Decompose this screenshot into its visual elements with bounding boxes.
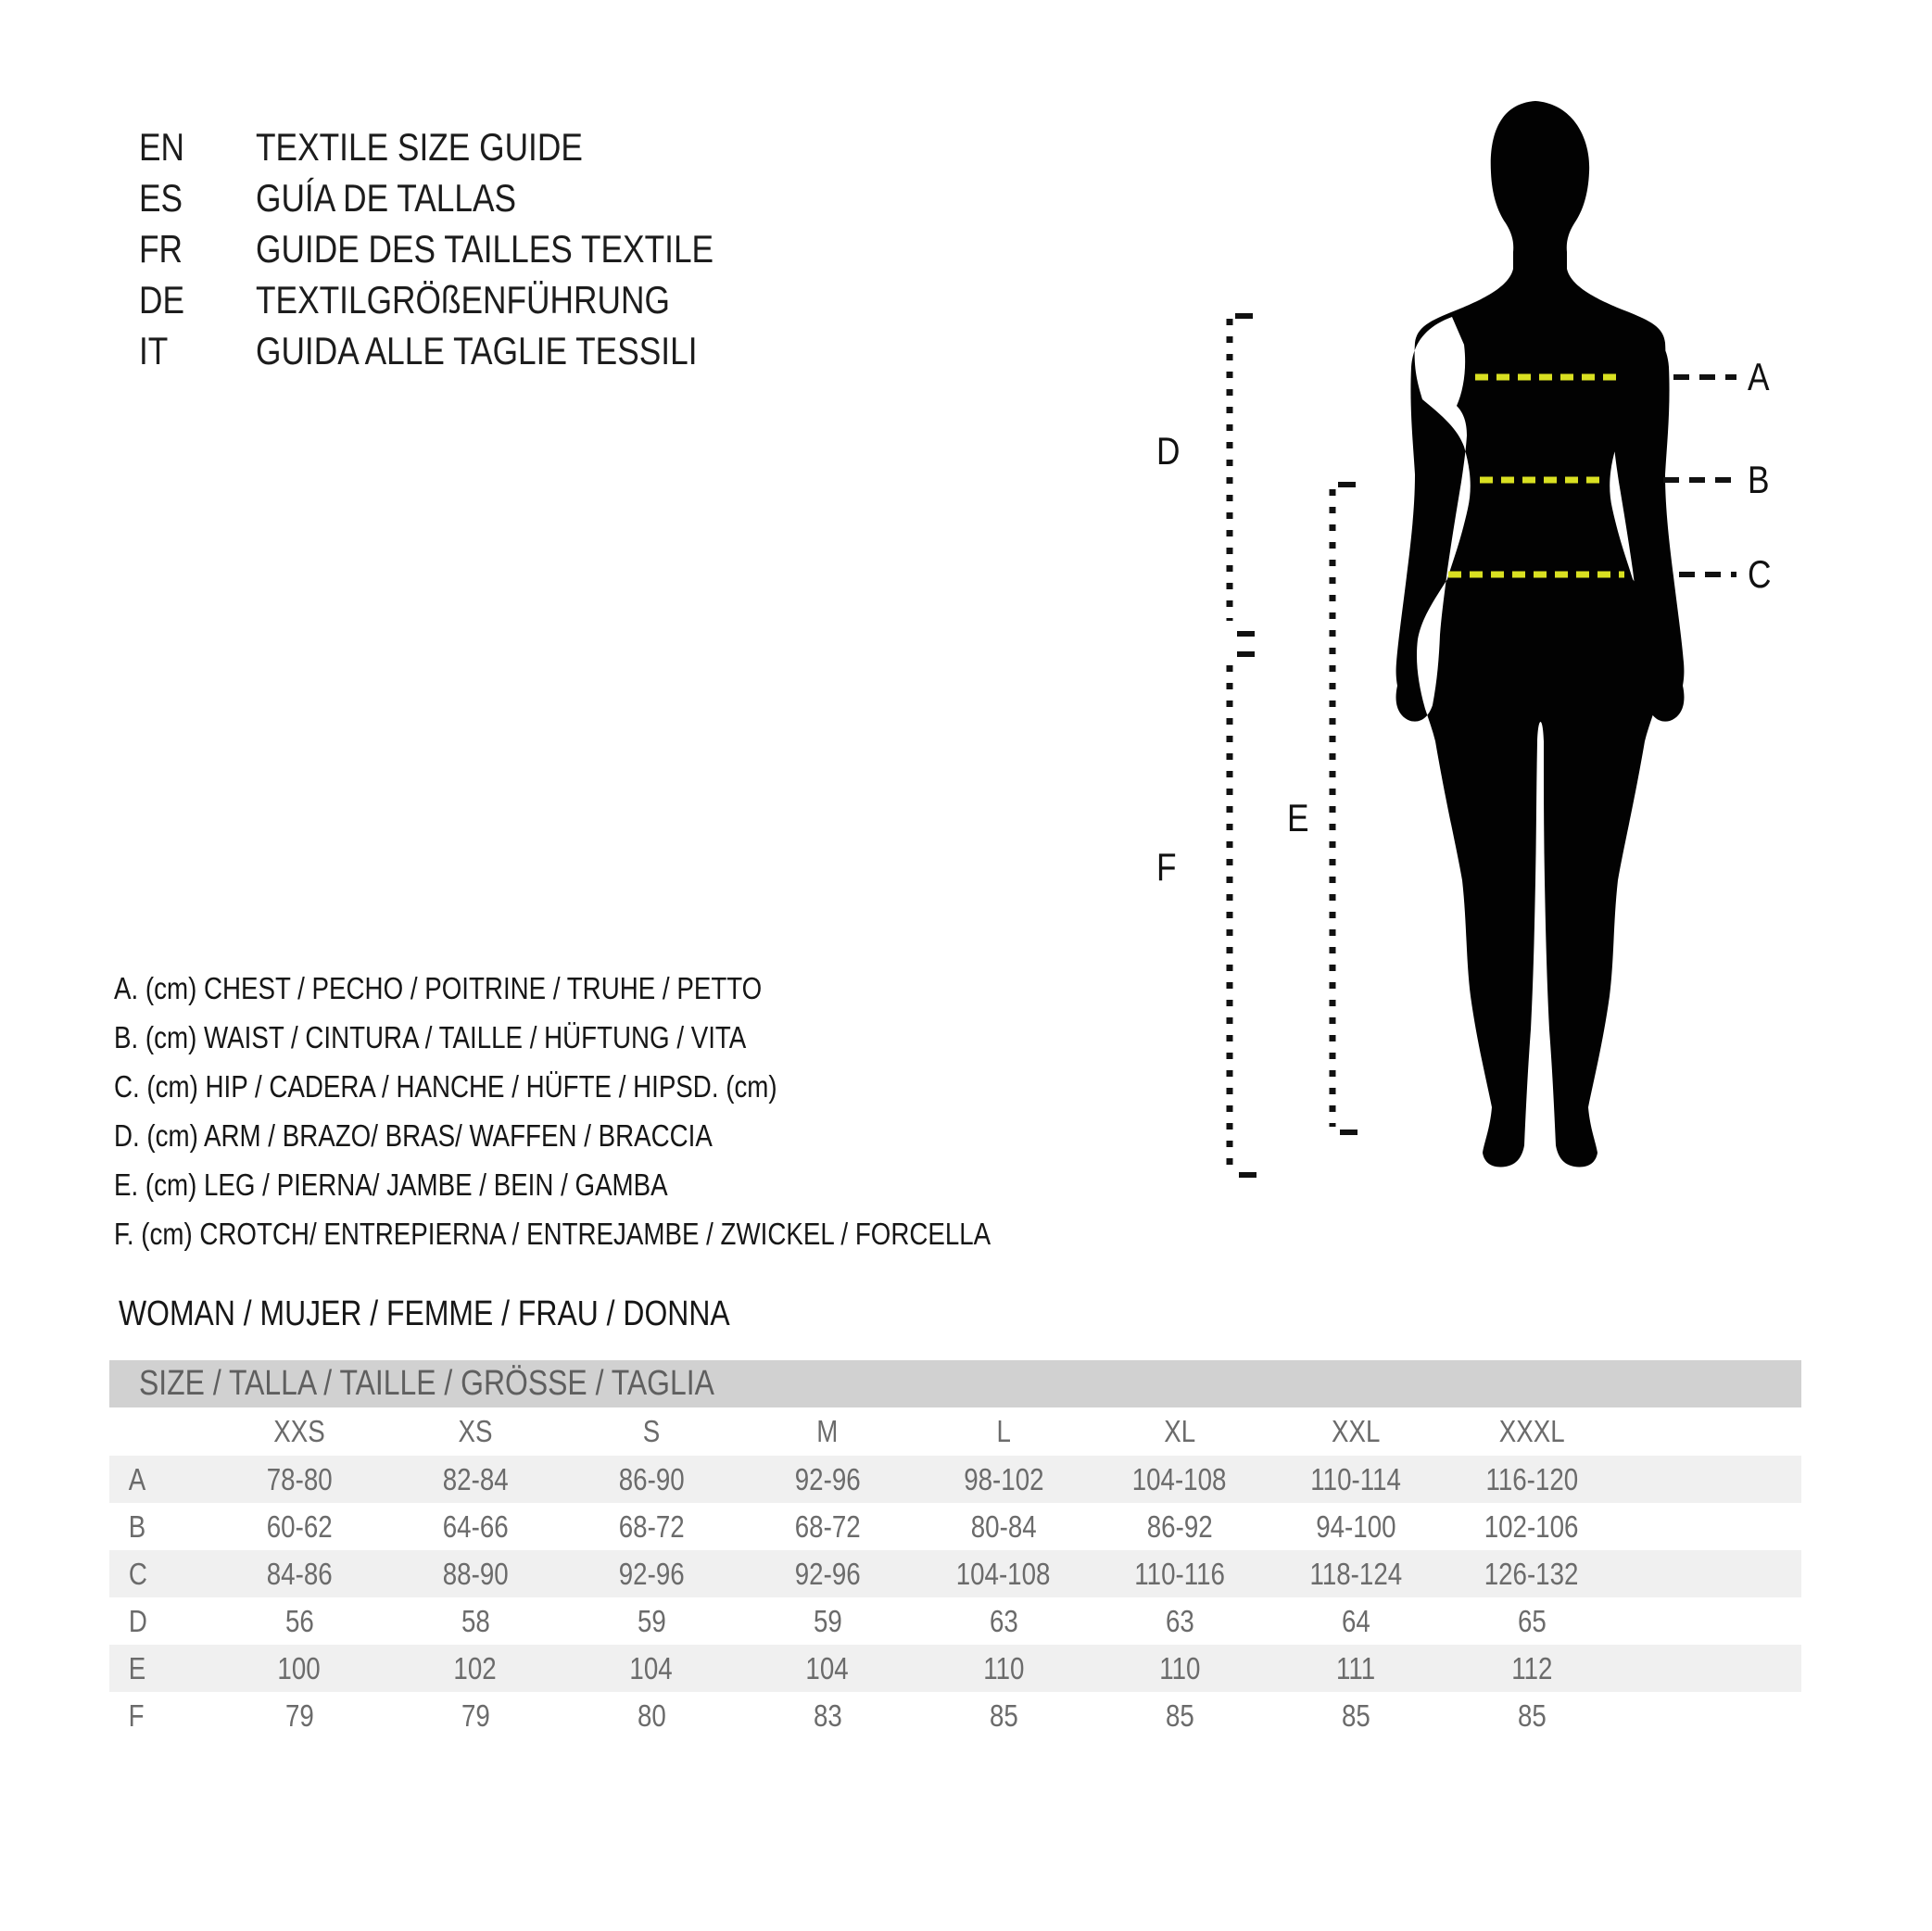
size-value-text: 63 (989, 1604, 1018, 1638)
size-value-cell (1444, 1645, 1620, 1692)
size-value-cell (387, 1597, 563, 1645)
size-column-header-text: XXXL (1498, 1414, 1565, 1448)
size-value-text: 68-72 (794, 1509, 861, 1544)
language-title: TEXTILE SIZE GUIDE (256, 125, 583, 169)
size-value-text: 80 (637, 1698, 666, 1733)
size-value-cell (739, 1550, 915, 1597)
row-label (109, 1503, 211, 1550)
size-column-header (915, 1407, 1092, 1456)
size-column-header-text: XXS (273, 1414, 325, 1448)
size-value-text: 88-90 (442, 1557, 509, 1591)
size-value-cell (1444, 1550, 1620, 1597)
size-table-body (109, 1456, 1801, 1739)
table-row (109, 1692, 1801, 1739)
measurement-line-text: E. (cm) LEG / PIERNA/ JAMBE / BEIN / GAMBA (114, 1167, 668, 1202)
row-label (109, 1550, 211, 1597)
gender-heading: WOMAN / MUJER / FEMME / FRAU / DONNA (119, 1294, 730, 1333)
size-value-cell (739, 1503, 915, 1550)
measurement-line-text: D. (cm) ARM / BRAZO/ BRAS/ WAFFEN / BRACCIA (114, 1118, 713, 1153)
measurement-line (114, 1062, 1157, 1111)
language-title: GUIDE DES TAILLES TEXTILE (256, 227, 714, 271)
row-label-text: D (128, 1604, 147, 1638)
size-value-cell (915, 1597, 1092, 1645)
size-value-text: 110-114 (1310, 1462, 1401, 1496)
row-label-text: B (128, 1509, 146, 1544)
size-value-text: 126-132 (1484, 1557, 1579, 1591)
size-value-text: 110 (1158, 1651, 1201, 1685)
row-label-text: F (128, 1698, 145, 1733)
language-code: DE (139, 278, 185, 322)
size-value-cell (563, 1456, 739, 1503)
size-value-text: 64 (1341, 1604, 1370, 1638)
size-value-text: 85 (989, 1698, 1018, 1733)
size-value-cell (563, 1550, 739, 1597)
size-value-cell (1092, 1692, 1268, 1739)
row-label-text: C (128, 1557, 147, 1591)
size-value-cell (1092, 1597, 1268, 1645)
size-value-cell (1268, 1645, 1444, 1692)
size-value-text: 118-124 (1309, 1557, 1402, 1591)
size-value-cell (915, 1645, 1092, 1692)
size-column-header (563, 1407, 739, 1456)
size-value-text: 84-86 (266, 1557, 333, 1591)
size-value-cell (739, 1692, 915, 1739)
size-value-text: 104-108 (956, 1557, 1051, 1591)
size-column-header (1092, 1407, 1268, 1456)
size-column-header (739, 1407, 915, 1456)
size-value-text: 85 (1341, 1698, 1370, 1733)
size-value-cell (915, 1550, 1092, 1597)
size-value-text: 59 (637, 1604, 666, 1638)
size-value-text: 60-62 (266, 1509, 333, 1544)
row-label (109, 1692, 211, 1739)
row-label-text: E (128, 1651, 146, 1685)
table-row (109, 1597, 1801, 1645)
measurement-line-text: A. (cm) CHEST / PECHO / POITRINE / TRUHE / PETTO (114, 971, 763, 1005)
size-table (109, 1360, 1801, 1739)
size-value-cell (211, 1692, 387, 1739)
crotch-length-line (1230, 654, 1256, 1175)
size-value-text: 59 (813, 1604, 842, 1638)
language-code: ES (139, 176, 183, 220)
size-value-text: 104 (629, 1651, 674, 1685)
measurement-line-text: B. (cm) WAIST / CINTURA / TAILLE / HÜFTUNG / VITA (114, 1020, 747, 1054)
size-value-text: 56 (284, 1604, 314, 1638)
size-value-text: 100 (277, 1651, 322, 1685)
size-value-cell (1268, 1503, 1444, 1550)
size-value-cell (387, 1503, 563, 1550)
size-column-header-text: S (642, 1414, 661, 1448)
size-value-text: 94-100 (1315, 1509, 1396, 1544)
size-column-header (211, 1407, 387, 1456)
waist-point-label: B (1748, 458, 1770, 501)
table-row (109, 1550, 1801, 1597)
size-value-text: 102 (453, 1651, 498, 1685)
size-value-text: 83 (813, 1698, 842, 1733)
measurement-legend (114, 964, 1157, 1258)
size-value-cell (739, 1456, 915, 1503)
size-value-cell (1444, 1456, 1620, 1503)
size-value-text: 85 (1165, 1698, 1194, 1733)
size-column-header-text: XS (458, 1414, 493, 1448)
size-value-cell (563, 1645, 739, 1692)
measurement-line-text: C. (cm) HIP / CADERA / HANCHE / HÜFTE / HIPSD. (cm) (114, 1069, 777, 1104)
language-code: EN (139, 125, 185, 169)
size-value-text: 85 (1517, 1698, 1547, 1733)
measurement-line (114, 1111, 1157, 1160)
size-value-text: 80-84 (970, 1509, 1037, 1544)
size-value-cell (739, 1597, 915, 1645)
row-label (109, 1456, 211, 1503)
crotch-point-label: F (1156, 845, 1177, 889)
table-row (109, 1645, 1801, 1692)
size-value-cell (211, 1456, 387, 1503)
size-column-header (1444, 1407, 1620, 1456)
size-value-cell (1092, 1550, 1268, 1597)
size-value-cell (1268, 1550, 1444, 1597)
size-value-text: 86-90 (618, 1462, 685, 1496)
size-column-header-text: XXL (1331, 1414, 1381, 1448)
size-value-text: 116-120 (1485, 1462, 1578, 1496)
hip-point-label: C (1748, 552, 1772, 596)
size-value-text: 82-84 (442, 1462, 509, 1496)
size-value-text: 92-96 (618, 1557, 685, 1591)
row-label (109, 1645, 211, 1692)
row-label-text: A (128, 1462, 146, 1496)
size-value-cell (915, 1503, 1092, 1550)
size-value-text: 58 (461, 1604, 490, 1638)
arm-point-label: D (1156, 429, 1181, 473)
size-value-cell (211, 1645, 387, 1692)
size-value-text: 78-80 (266, 1462, 333, 1496)
size-value-cell (739, 1645, 915, 1692)
size-value-cell (1444, 1597, 1620, 1645)
table-row (109, 1456, 1801, 1503)
size-value-text: 111 (1335, 1651, 1376, 1685)
size-column-header-text: L (996, 1414, 1011, 1448)
size-value-text: 68-72 (618, 1509, 685, 1544)
size-value-text: 104 (805, 1651, 850, 1685)
size-value-cell (211, 1550, 387, 1597)
size-value-text: 92-96 (794, 1557, 861, 1591)
size-value-cell (1092, 1456, 1268, 1503)
measurement-line (114, 1209, 1157, 1258)
measurement-line (114, 1160, 1157, 1209)
measurement-line-text: F. (cm) CROTCH/ ENTREPIERNA / ENTREJAMBE / ZWICKEL / FORCELLA (114, 1217, 991, 1251)
size-value-text: 64-66 (442, 1509, 509, 1544)
size-value-text: 112 (1510, 1651, 1553, 1685)
size-value-cell (1268, 1692, 1444, 1739)
size-value-text: 92-96 (794, 1462, 861, 1496)
size-value-text: 98-102 (963, 1462, 1044, 1496)
size-value-text: 79 (461, 1698, 490, 1733)
size-value-text: 110-116 (1134, 1557, 1225, 1591)
size-value-cell (563, 1597, 739, 1645)
size-value-text: 110 (982, 1651, 1025, 1685)
size-value-cell (387, 1692, 563, 1739)
size-value-cell (387, 1550, 563, 1597)
measurement-line (114, 964, 1157, 1013)
size-value-text: 79 (284, 1698, 314, 1733)
size-column-header (1268, 1407, 1444, 1456)
size-table-title-bar: SIZE / TALLA / TAILLE / GRÖSSE / TAGLIA (109, 1360, 1801, 1407)
size-value-cell (915, 1692, 1092, 1739)
size-value-text: 104-108 (1132, 1462, 1227, 1496)
size-value-cell (1268, 1456, 1444, 1503)
leg-length-line (1332, 485, 1357, 1132)
size-value-text: 65 (1517, 1604, 1547, 1638)
size-value-cell (211, 1503, 387, 1550)
size-value-cell (387, 1645, 563, 1692)
size-value-cell (1444, 1692, 1620, 1739)
language-code: IT (139, 329, 169, 372)
size-value-cell (1092, 1503, 1268, 1550)
size-value-cell (563, 1692, 739, 1739)
size-value-cell (1092, 1645, 1268, 1692)
size-value-cell (915, 1456, 1092, 1503)
chest-point-label: A (1748, 355, 1770, 398)
arm-length-line (1230, 316, 1255, 634)
measurement-line (114, 1013, 1157, 1062)
size-value-cell (1444, 1503, 1620, 1550)
language-title: GUIDA ALLE TAGLIE TESSILI (256, 329, 698, 372)
size-value-cell (387, 1456, 563, 1503)
language-title: GUÍA DE TALLAS (256, 176, 517, 220)
language-code: FR (139, 227, 183, 271)
size-value-text: 63 (1165, 1604, 1194, 1638)
size-value-cell (1268, 1597, 1444, 1645)
size-value-text: 86-92 (1146, 1509, 1213, 1544)
size-column-header-text: M (816, 1414, 839, 1448)
size-column-header (387, 1407, 563, 1456)
language-title: TEXTILGRÖßENFÜHRUNG (256, 278, 670, 322)
table-row (109, 1503, 1801, 1550)
size-value-cell (211, 1597, 387, 1645)
size-value-text: 102-106 (1484, 1509, 1579, 1544)
woman-silhouette (1396, 101, 1685, 1167)
size-table-header-row (109, 1407, 1801, 1456)
row-label (109, 1597, 211, 1645)
leg-point-label: E (1287, 796, 1309, 839)
size-column-header-text: XL (1164, 1414, 1195, 1448)
size-value-cell (563, 1503, 739, 1550)
